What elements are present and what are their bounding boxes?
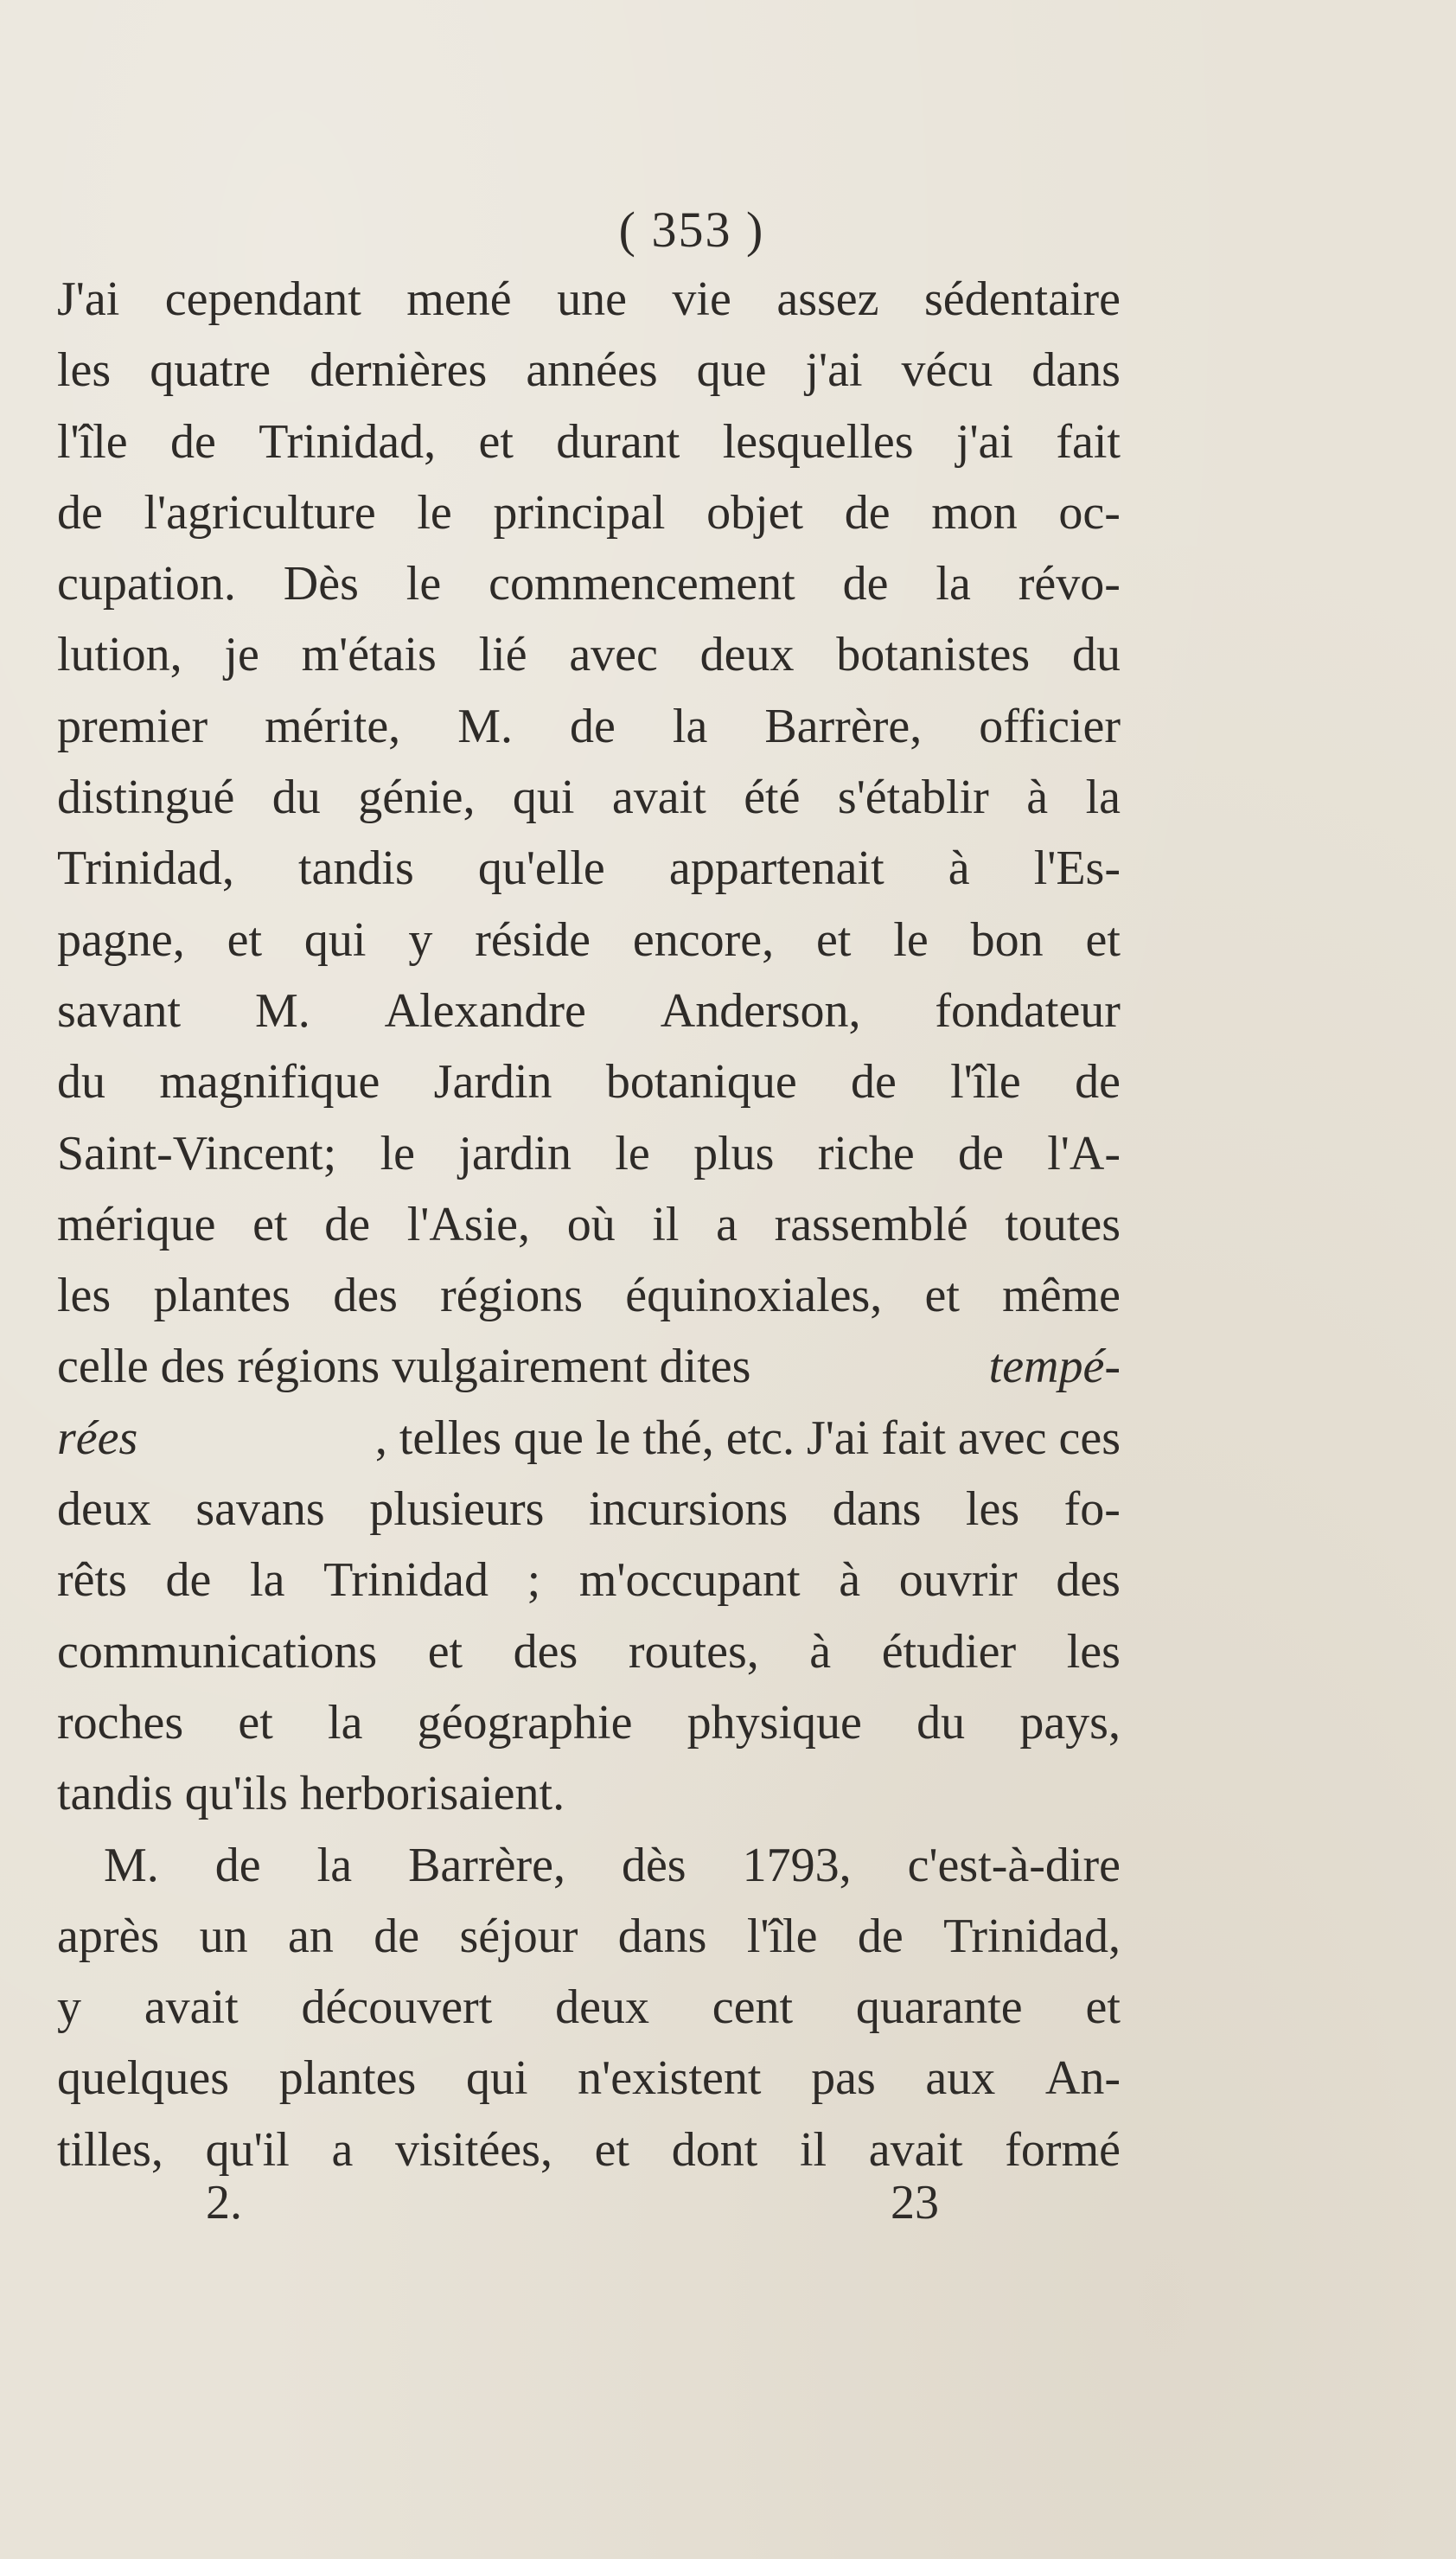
word: l'île xyxy=(746,1909,818,1963)
word: et xyxy=(594,2122,630,2177)
word: objet xyxy=(706,485,804,540)
word: a xyxy=(331,2122,354,2177)
word: pagne, xyxy=(57,912,185,967)
word: tilles, xyxy=(57,2122,163,2177)
word: plus xyxy=(693,1126,775,1180)
word: l'A- xyxy=(1047,1126,1121,1180)
word: qu'elle xyxy=(477,841,605,896)
word: savant xyxy=(57,983,182,1038)
word: il xyxy=(652,1197,680,1251)
word: années xyxy=(526,343,658,398)
word: An- xyxy=(1044,2051,1121,2106)
word: du xyxy=(271,771,321,825)
word: la xyxy=(328,1695,363,1750)
word: des xyxy=(1056,1553,1121,1608)
word: de xyxy=(857,1909,904,1963)
word: Alexandre xyxy=(384,983,586,1038)
word: tandis xyxy=(297,841,414,896)
word: cependant xyxy=(164,272,361,326)
word: roches xyxy=(57,1695,184,1750)
text-line xyxy=(57,1260,1121,1331)
word: que xyxy=(696,343,767,398)
word: appartenait xyxy=(668,841,884,896)
word: riche xyxy=(817,1126,915,1180)
text-line xyxy=(57,406,1121,477)
text-line xyxy=(57,833,1121,904)
word: commencement xyxy=(489,557,795,611)
word: m'occupant xyxy=(578,1553,801,1608)
word: visitées, xyxy=(394,2122,552,2177)
word: mené xyxy=(406,272,512,326)
word: géographie xyxy=(417,1695,633,1750)
text-line xyxy=(57,1189,1121,1260)
word: un xyxy=(199,1909,248,1963)
text-line xyxy=(57,905,1121,976)
word: même xyxy=(1002,1269,1121,1323)
word: 1793, xyxy=(742,1838,852,1892)
text-line xyxy=(57,762,1121,833)
word: y xyxy=(408,912,433,967)
word: lution, xyxy=(57,628,182,682)
page-number: ( 353 ) xyxy=(618,202,765,258)
text-line xyxy=(57,335,1121,406)
word: la xyxy=(316,1838,353,1892)
text-line: tandis qu'ils herborisaient. xyxy=(57,1767,565,1821)
word: c'est-à-dire xyxy=(907,1838,1121,1892)
word: de xyxy=(850,1055,897,1110)
word: Jardin xyxy=(433,1055,552,1110)
word: pays, xyxy=(1019,1695,1121,1750)
word: plantes xyxy=(278,2051,417,2106)
word: plusieurs xyxy=(369,1482,545,1537)
word: et xyxy=(924,1269,960,1323)
text-line xyxy=(57,477,1121,548)
word: de xyxy=(165,1553,212,1608)
word: dès xyxy=(621,1838,686,1892)
word: avait xyxy=(144,1980,239,2035)
text-segment: celle des régions vulgairement dites xyxy=(57,1340,751,1394)
word: Trinidad, xyxy=(57,841,234,896)
word: avait xyxy=(611,771,706,825)
word: oc- xyxy=(1058,485,1121,540)
word: J'ai xyxy=(57,272,120,326)
word: j'ai xyxy=(955,414,1013,469)
word: de xyxy=(570,699,616,753)
word: à xyxy=(1026,771,1049,825)
word: été xyxy=(744,771,801,825)
word: de xyxy=(170,414,216,469)
word: assez xyxy=(776,272,879,326)
word: de xyxy=(214,1838,261,1892)
word: et xyxy=(227,912,263,967)
word: bon xyxy=(970,912,1044,967)
word: vécu xyxy=(901,343,993,398)
word: l'Es- xyxy=(1033,841,1121,896)
word: qu'il xyxy=(205,2122,290,2177)
text-line xyxy=(57,264,1121,335)
word: fo- xyxy=(1063,1482,1121,1537)
text-line xyxy=(57,2043,1121,2114)
word: encore, xyxy=(632,912,775,967)
word: du xyxy=(916,1695,966,1750)
italic-word: tempé- xyxy=(988,1340,1121,1394)
word: qui xyxy=(465,2051,528,2106)
text-line xyxy=(57,1545,1121,1615)
word: la xyxy=(936,557,971,611)
word: Saint-Vincent; xyxy=(57,1126,337,1180)
word: de xyxy=(374,1909,420,1963)
word: quelques xyxy=(57,2051,230,2106)
word: deux xyxy=(555,1980,649,2035)
word: Dès xyxy=(283,557,359,611)
word: jardin xyxy=(458,1126,572,1180)
text-line xyxy=(57,1046,1121,1117)
signature-number: 23 xyxy=(891,2176,939,2230)
word: qui xyxy=(303,912,367,967)
word: du xyxy=(1071,628,1121,682)
word: l'île xyxy=(950,1055,1021,1110)
word: à xyxy=(839,1553,861,1608)
word: Trinidad xyxy=(323,1553,489,1608)
word: sédentaire xyxy=(924,272,1121,326)
word: le xyxy=(406,557,442,611)
word: fondateur xyxy=(935,983,1121,1038)
word: des xyxy=(333,1269,398,1323)
word: cent xyxy=(712,1980,794,2035)
word: et xyxy=(815,912,852,967)
word: quarante xyxy=(855,1980,1023,2035)
word: lié xyxy=(478,628,527,682)
word: formé xyxy=(1005,2122,1121,2177)
word: aux xyxy=(925,2051,996,2106)
word: avait xyxy=(868,2122,963,2177)
word: je xyxy=(224,628,259,682)
word: séjour xyxy=(459,1909,578,1963)
text-segment: , telles que le thé, etc. J'ai fait avec ces xyxy=(374,1411,1121,1465)
word: et xyxy=(1085,912,1121,967)
word: pas xyxy=(811,2051,876,2106)
text-line xyxy=(57,1118,1121,1189)
word: Trinidad, xyxy=(259,414,437,469)
italic-word: rées xyxy=(57,1411,138,1465)
word: qui xyxy=(512,771,575,825)
word: réside xyxy=(475,912,591,967)
word: mérite, xyxy=(265,699,401,753)
word: s'établir xyxy=(837,771,989,825)
word: l'agriculture xyxy=(144,485,376,540)
word: communications xyxy=(57,1624,378,1679)
word: régions xyxy=(440,1269,584,1323)
word: j'ai xyxy=(805,343,863,398)
word: premier xyxy=(57,699,208,753)
text-line xyxy=(57,548,1121,619)
word: officier xyxy=(979,699,1121,753)
word: dans xyxy=(617,1909,707,1963)
text-line xyxy=(57,691,1121,762)
word: n'existent xyxy=(578,2051,762,2106)
word: mon xyxy=(931,485,1018,540)
word: révo- xyxy=(1018,557,1121,611)
word: Trinidad, xyxy=(943,1909,1121,1963)
word: deux xyxy=(699,628,795,682)
word: an xyxy=(287,1909,334,1963)
text-line xyxy=(57,1474,1121,1545)
word: plantes xyxy=(153,1269,291,1323)
word: Anderson, xyxy=(660,983,861,1038)
word: m'étais xyxy=(301,628,437,682)
word: Barrère, xyxy=(408,1838,565,1892)
word: il xyxy=(799,2122,827,2177)
word: découvert xyxy=(301,1980,493,2035)
text-line-with-italic xyxy=(57,1331,1121,1402)
word: routes, xyxy=(628,1624,759,1679)
text-line xyxy=(57,619,1121,690)
body-text xyxy=(57,264,1121,2185)
word: magnifique xyxy=(159,1055,380,1110)
text-line xyxy=(57,1830,1121,1901)
word: durant xyxy=(556,414,680,469)
word: ouvrir xyxy=(898,1553,1018,1608)
word: l'île xyxy=(57,414,128,469)
text-line xyxy=(57,976,1121,1046)
word: des xyxy=(513,1624,578,1679)
word: quatre xyxy=(150,343,271,398)
word: de xyxy=(844,485,891,540)
word: équinoxiales, xyxy=(625,1269,883,1323)
word: de xyxy=(1075,1055,1121,1110)
signature-mark: 2. xyxy=(206,2176,242,2230)
word: le xyxy=(893,912,929,967)
word: rassemblé xyxy=(774,1197,968,1251)
word: les xyxy=(965,1482,1020,1537)
word: le xyxy=(380,1126,415,1180)
word: vie xyxy=(672,272,731,326)
word: ; xyxy=(527,1553,541,1608)
word: les xyxy=(57,343,112,398)
word: dans xyxy=(832,1482,922,1537)
word: du xyxy=(57,1055,105,1110)
word: et xyxy=(478,414,514,469)
word: cupation. xyxy=(57,557,236,611)
word: dernières xyxy=(310,343,488,398)
word: et xyxy=(1085,1980,1121,2035)
word: la xyxy=(672,699,708,753)
text-line xyxy=(57,1687,1121,1758)
word: fait xyxy=(1056,414,1121,469)
word: où xyxy=(566,1197,616,1251)
text-line-with-italic xyxy=(57,1403,1121,1474)
word: de xyxy=(958,1126,1004,1180)
word: M. xyxy=(254,983,310,1038)
word: les xyxy=(1066,1624,1121,1679)
word: étudier xyxy=(881,1624,1017,1679)
word: deux xyxy=(57,1482,151,1537)
word: Barrère, xyxy=(764,699,923,753)
word: physique xyxy=(686,1695,862,1750)
word: après xyxy=(57,1909,160,1963)
word: principal xyxy=(493,485,666,540)
word: à xyxy=(809,1624,832,1679)
word: le xyxy=(615,1126,650,1180)
word: et xyxy=(252,1197,288,1251)
word: la xyxy=(250,1553,285,1608)
word: la xyxy=(1085,771,1121,825)
word: distingué xyxy=(57,771,235,825)
word: a xyxy=(716,1197,738,1251)
word: lesquelles xyxy=(722,414,914,469)
word: M. xyxy=(104,1838,159,1892)
word: savans xyxy=(195,1482,325,1537)
word: toutes xyxy=(1005,1197,1121,1251)
word: avec xyxy=(569,628,658,682)
word: M. xyxy=(457,699,513,753)
word: génie, xyxy=(358,771,476,825)
text-line xyxy=(57,1901,1121,1972)
word: l'Asie, xyxy=(406,1197,531,1251)
word: dont xyxy=(671,2122,758,2177)
word: de xyxy=(324,1197,371,1251)
word: mérique xyxy=(57,1197,216,1251)
word: à xyxy=(948,841,970,896)
word: y xyxy=(57,1980,81,2035)
word: de xyxy=(842,557,889,611)
word: et xyxy=(427,1624,463,1679)
word: botanistes xyxy=(836,628,1031,682)
word: de xyxy=(57,485,103,540)
word: une xyxy=(557,272,627,326)
word: le xyxy=(417,485,452,540)
word: les xyxy=(57,1269,112,1323)
text-line xyxy=(57,1972,1121,2043)
word: rêts xyxy=(57,1553,127,1608)
word: botanique xyxy=(605,1055,797,1110)
text-line xyxy=(57,1616,1121,1687)
word: incursions xyxy=(588,1482,789,1537)
word: et xyxy=(238,1695,273,1750)
word: dans xyxy=(1031,343,1121,398)
